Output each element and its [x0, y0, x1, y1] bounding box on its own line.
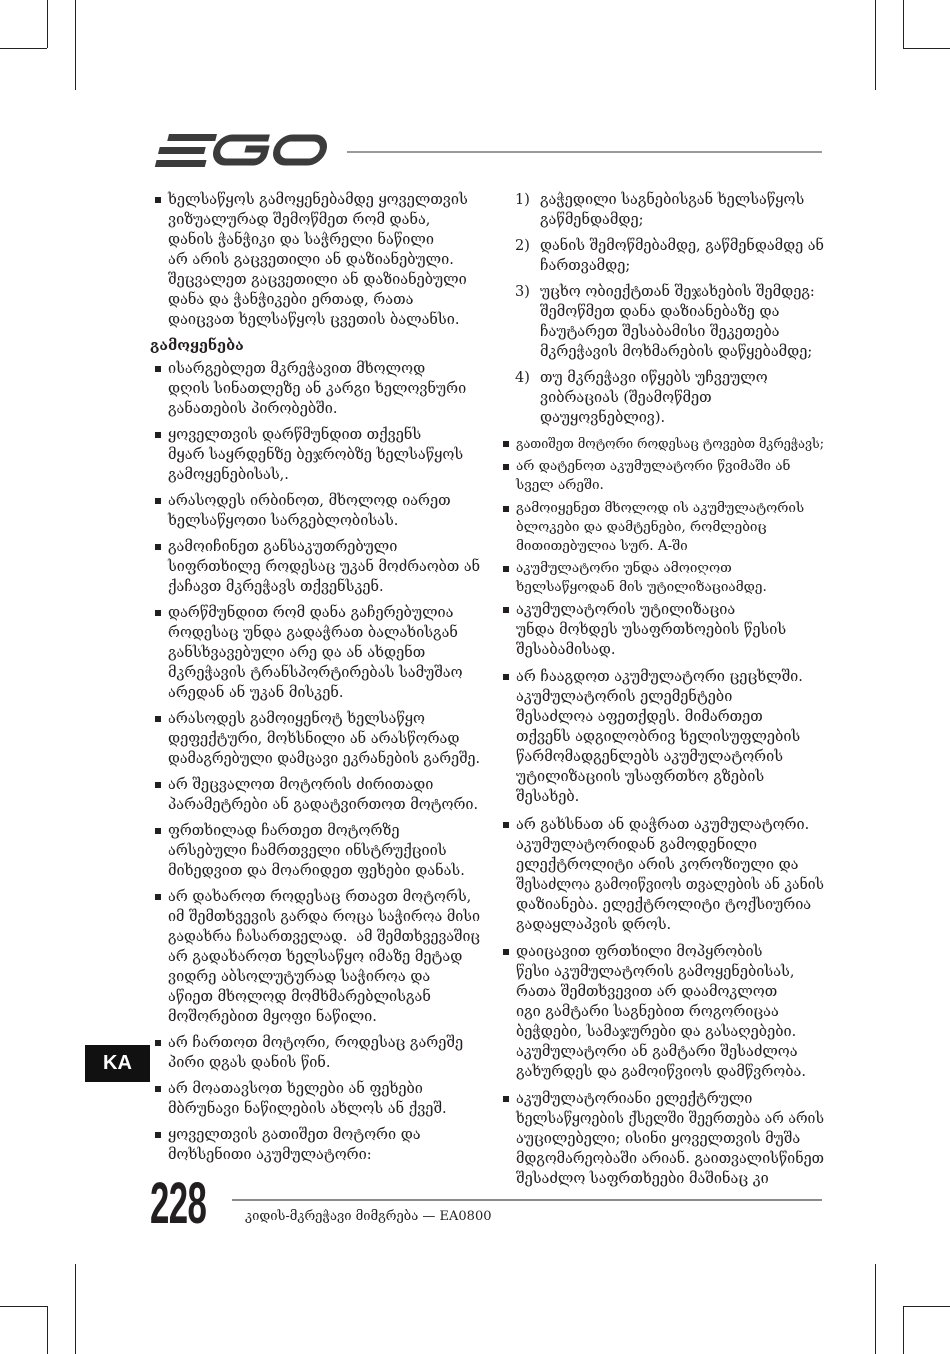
- text-line: ხელსაწყოთი სარგებლობისას.: [168, 513, 399, 529]
- text-line: გამოყენებისას,.: [168, 467, 289, 483]
- text-line: ყოველთვის დარწმუნდით თქვენს: [168, 427, 422, 443]
- text-line: მითითებულია სურ. A-ში: [516, 538, 688, 554]
- item-text: [540, 190, 824, 230]
- text-line: უტილიზაციის უსაფრთხო გზების: [516, 769, 765, 785]
- bullet-item: [500, 434, 824, 454]
- text-line: ხელსაწყოს გამოყენებამდე ყოველთვის: [168, 192, 468, 208]
- text-line: აკუმულატორიდან გამოდენილი: [516, 837, 757, 853]
- text-line: გაწმენდამდე;: [540, 212, 644, 228]
- item-text: [516, 499, 824, 556]
- bullet-item: [150, 1033, 480, 1073]
- text-line: ვიდრე აბსოლუტურად საჭიროა და: [168, 969, 431, 985]
- text-line: ვიბრაციას (შეამოწმეთ: [540, 390, 712, 406]
- text-line: მკრეჭავის ტრანსპორტირებას სამუშაო: [168, 665, 463, 681]
- item-text: [168, 1125, 480, 1165]
- bullet-list: [500, 434, 824, 1189]
- bullet-item: [150, 603, 480, 703]
- bullet-item: [150, 491, 480, 531]
- right-column: [500, 190, 824, 1189]
- text-line: არ ჩართოთ მოტორი, როდესაც გარეშე: [168, 1035, 464, 1051]
- text-line: იმ შემთხვევის გარდა როცა საჭიროა მისი: [168, 909, 480, 925]
- text-line: აწიეთ მხოლოდ მომხმარებლისგან: [168, 989, 431, 1005]
- text-line: დარწმუნდით რომ დანა გაჩერებულია: [168, 605, 454, 621]
- bullet-item: [500, 1089, 824, 1189]
- text-line: გამოიჩინეთ განსაკუთრებული: [168, 539, 398, 555]
- crop-mark: [903, 48, 950, 49]
- bullet-square-icon: [155, 1040, 161, 1046]
- item-text: [168, 359, 480, 419]
- bullet-item: [500, 667, 824, 807]
- bullet-item: [150, 821, 480, 881]
- numbered-list: [500, 190, 824, 428]
- text-line: უნდა მოხდეს უსაფრთხოების წესის: [516, 622, 787, 638]
- bullet-item: [500, 457, 824, 495]
- bullet-item: [150, 359, 480, 419]
- bullet-square-icon: [503, 506, 509, 512]
- logo-o-shape: [274, 138, 326, 162]
- text-line: თქვენს ადგილობრივ ხელისუფლების: [516, 729, 801, 745]
- text-line: ფრთხილად ჩართეთ მოტორზე: [168, 823, 400, 839]
- text-line: განსხვავებული არე და ან ახდენთ: [168, 645, 426, 661]
- item-text: [168, 887, 480, 1027]
- text-line: არასოდეს ირბინოთ, მხოლოდ იარეთ: [168, 493, 451, 509]
- footer-title: კიდის-მკრეჭავი მიმგრება — EA0800: [245, 1209, 492, 1224]
- bullet-list: [150, 359, 480, 1165]
- bullet-item: [150, 887, 480, 1027]
- item-number: 2): [515, 238, 530, 254]
- ego-logo: [148, 130, 334, 174]
- bullet-square-icon: [155, 498, 161, 504]
- text-line: არ ჩააგდოთ აკუმულატორი ცეცხლში.: [516, 669, 803, 685]
- bullet-square-icon: [155, 716, 161, 722]
- item-text: [540, 368, 824, 428]
- bullet-square-icon: [503, 822, 509, 828]
- text-line: ელექტროლიტი არის კოროზიული და: [516, 857, 799, 873]
- crop-mark: [875, 0, 876, 90]
- item-text: [168, 190, 480, 330]
- numbered-item: [500, 236, 824, 276]
- bullet-square-icon: [155, 432, 161, 438]
- text-line: შემოწმეთ დანა დაზიანებაზე და: [540, 304, 780, 320]
- text-line: აკუმულატორი უნდა ამოიღოთ: [516, 560, 732, 576]
- text-line: არასოდეს გამოიყენოტ ხელსაწყო: [168, 711, 425, 727]
- bullet-item: [500, 942, 824, 1082]
- item-number: 3): [515, 284, 530, 300]
- bullet-square-icon: [155, 1132, 161, 1138]
- logo-g-shape: [214, 138, 269, 162]
- bullet-square-icon: [155, 894, 161, 900]
- bullet-square-icon: [503, 441, 509, 447]
- text-line: ვიზუალურად შემოწმეთ რომ დანა,: [168, 212, 431, 228]
- text-line: დაიცვათ ხელსაწყოს ცვეთის ბალანსი.: [168, 312, 460, 328]
- item-text: [168, 603, 480, 703]
- bullet-item: [500, 559, 824, 597]
- bullet-square-icon: [503, 674, 509, 680]
- text-line: არსებული ჩამრთველი ინსტრუქციის: [168, 843, 447, 859]
- text-line: გათიშეთ მოტორი როდესაც ტოვებთ მკრეჭავს;: [516, 436, 825, 452]
- text-line: გამოიყენეთ მხოლოდ ის აკუმულატორის: [516, 500, 805, 516]
- text-line: დღის სინათლეზე ან კარგი ხელოვნური: [168, 381, 467, 397]
- text-line: მკრეჭავის მოხმარების დაწყებამდე;: [540, 344, 813, 360]
- item-text: [516, 600, 824, 660]
- numbered-item: [500, 368, 824, 428]
- item-text: [168, 425, 480, 485]
- text-line: ხელსაწყოების ქსელში შეერთება არ არის: [516, 1111, 824, 1127]
- text-line: წარმომადგენლებს აკუმულატორის: [516, 749, 784, 765]
- text-line: მოხსენითი აკუმულატორი:: [168, 1147, 372, 1163]
- bullet-list: [150, 190, 480, 330]
- text-line: დანის შემოწმებამდე, გაწმენდამდე ან: [540, 238, 824, 254]
- text-line: არ დატენოთ აკუმულატორი წვიმაში ან: [516, 458, 791, 474]
- text-line: არ მოათავსოთ ხელები ან ფეხები: [168, 1081, 423, 1097]
- text-line: გახურდეს და გამოიწვიოს დამწვრობა.: [516, 1064, 807, 1080]
- logo-e-bar: [167, 134, 217, 141]
- text-line: როდესაც უნდა გადაჭრათ ბალახისგან: [168, 625, 458, 641]
- text-line: დანა და ჭანჭიკები ერთად, რათა: [168, 292, 414, 308]
- bullet-square-icon: [155, 828, 161, 834]
- text-line: ბლოკები და დამტენები, რომლებიც: [516, 519, 767, 535]
- bullet-item: [150, 1125, 480, 1165]
- text-line: მდგომარეობაში არიან. გაითვალისწინეთ: [516, 1151, 825, 1167]
- language-tab: KA: [85, 1045, 150, 1082]
- text-line: არ არის გაცვეთილი ან დაზიანებული.: [168, 252, 454, 268]
- item-number: 4): [515, 370, 530, 386]
- text-line: აუცილებელი; ისინი ყოველთვის მუშა: [516, 1131, 801, 1147]
- crop-mark: [875, 1264, 876, 1354]
- item-text: [516, 434, 824, 454]
- item-text: [168, 709, 480, 769]
- item-text: [516, 1089, 824, 1189]
- item-text: [516, 667, 824, 807]
- text-line: აკუმულატორიანი ელექტრული: [516, 1091, 753, 1107]
- bullet-square-icon: [503, 949, 509, 955]
- text-line: შესაძლოა აფეთქდეს. მიმართეთ: [516, 709, 763, 725]
- item-text: [516, 942, 824, 1082]
- crop-mark: [75, 1264, 76, 1354]
- bullet-square-icon: [503, 1096, 509, 1102]
- bullet-item: [150, 1079, 480, 1119]
- bullet-square-icon: [155, 610, 161, 616]
- item-text: [168, 821, 480, 881]
- text-line: ჩაუტარეთ შესაბამისი შეკეთება: [540, 324, 780, 340]
- logo-e-bar: [155, 160, 207, 167]
- item-text: [168, 1079, 480, 1119]
- crop-mark: [0, 48, 47, 49]
- text-line: პარამეტრები ან გადატვირთოთ მოტორი.: [168, 797, 479, 813]
- text-line: არ გადახაროთ ხელსაწყო იმაზე მეტად: [168, 949, 463, 965]
- bullet-square-icon: [155, 197, 161, 203]
- bullet-square-icon: [503, 464, 509, 470]
- text-line: ჩართვამდე;: [540, 258, 631, 274]
- crop-mark: [0, 1306, 47, 1307]
- crop-mark: [75, 0, 76, 90]
- bullet-item: [150, 190, 480, 330]
- text-line: შესაძლოა გამოიწვიოს თვალების ან კანის: [516, 877, 824, 893]
- text-line: დაიცავით ფრთხილი მოპყრობის: [516, 944, 763, 960]
- text-line: შესახებ.: [516, 789, 580, 805]
- text-line: ყოველთვის გათიშეთ მოტორი და: [168, 1127, 421, 1143]
- numbered-item: [500, 190, 824, 230]
- text-line: შესაბამისად.: [516, 642, 616, 658]
- bullet-item: [500, 815, 824, 935]
- bullet-item: [150, 709, 480, 769]
- text-line: გაჭედილი საგნებისგან ხელსაწყოს: [540, 192, 805, 208]
- item-text: [168, 775, 480, 815]
- bullet-item: [500, 600, 824, 660]
- bullet-square-icon: [155, 1086, 161, 1092]
- text-line: მიხედვით და მოარიდეთ ფეხები დანას.: [168, 863, 465, 879]
- text-line: ხელსაწყოდან მის უტილიზაციამდე.: [516, 579, 767, 595]
- item-text: [516, 457, 824, 495]
- text-line: აკუმულატორის ელემენტები: [516, 689, 733, 705]
- text-line: დაზიანება. ელექტროლიტი ტოქსიურია: [516, 897, 812, 913]
- bullet-item: [150, 775, 480, 815]
- text-line: დაუყოვნებლივ).: [540, 410, 666, 426]
- text-line: არედან ან უკან მისკენ.: [168, 685, 344, 701]
- text-line: აკუმულატორის უტილიზაცია: [516, 602, 736, 618]
- text-line: შეცვალეთ გაცვეთილი ან დაზიანებული: [168, 272, 467, 288]
- text-line: მოშორებით მყოფი ნაწილი.: [168, 1009, 377, 1025]
- text-line: არ გახსნათ ან დაჭრათ აკუმულატორი.: [516, 817, 810, 833]
- item-text: [516, 559, 824, 597]
- left-column: [150, 190, 480, 1165]
- crop-mark: [903, 1306, 904, 1354]
- bullet-square-icon: [155, 366, 161, 372]
- numbered-item: [500, 282, 824, 362]
- text-line: მბრუნავი ნაწილების ახლოს ან ქვეშ.: [168, 1101, 447, 1117]
- text-line: დეფექტური, მოხსნილი ან არასწორად: [168, 731, 460, 747]
- item-text: [168, 1033, 480, 1073]
- item-text: [540, 236, 824, 276]
- text-line: არ დახაროთ როდესაც რთავთ მოტორს,: [168, 889, 472, 905]
- text-line: უცხო ობიექტთან შეჯახების შემდეგ:: [540, 284, 815, 300]
- text-line: თუ მკრეჭავი იწყებს უჩვეულო: [540, 370, 768, 386]
- text-line: განათების პირობებში.: [168, 401, 338, 417]
- text-line: წესი აკუმულატორის გამოყენებისას,: [516, 964, 795, 980]
- bullet-square-icon: [155, 782, 161, 788]
- crop-mark: [903, 1306, 950, 1307]
- item-number: 1): [515, 192, 530, 208]
- logo-e-bar: [158, 147, 206, 154]
- text-line: მყარ საყრდენზე ბეჯრობზე ხელსაწყოს: [168, 447, 464, 463]
- item-text: [516, 815, 824, 935]
- crop-mark: [47, 0, 48, 48]
- text-line: არ შეცვალოთ მოტორის ძირითადი: [168, 777, 434, 793]
- text-line: სველ არეში.: [516, 477, 604, 493]
- header-rule: [347, 151, 822, 153]
- bullet-square-icon: [155, 544, 161, 550]
- footer-rule: [232, 1199, 822, 1201]
- text-line: დამაგრებული დამცავი ეკრანების გარეშე.: [168, 751, 481, 767]
- bullet-square-icon: [503, 607, 509, 613]
- text-line: ისარგებლეთ მკრეჭავით მხოლოდ: [168, 361, 426, 377]
- text-line: გადაყლაპვის დროს.: [516, 917, 672, 933]
- item-text: [540, 282, 824, 362]
- page-number: 228: [150, 1171, 207, 1236]
- bullet-item: [150, 425, 480, 485]
- text-line: ბეჭდები, სამაჯურები და გასაღებები.: [516, 1024, 797, 1040]
- item-text: [168, 537, 480, 597]
- section-heading: გამოყენება: [150, 337, 244, 354]
- text-line: სიფრთხილე როდესაც უკან მოძრაობთ ან: [168, 559, 481, 575]
- text-line: პირი დგას დანის წინ.: [168, 1055, 331, 1071]
- item-text: [168, 491, 480, 531]
- text-line: ქაჩავთ მკრეჭავს თქვენსკენ.: [168, 579, 384, 595]
- text-line: გადახრა ჩასართველად. ამ შემთხვევაშიც: [168, 929, 481, 945]
- crop-mark: [47, 1306, 48, 1354]
- text-line: აკუმულატორი ან გამტარი შესაძლოა: [516, 1044, 798, 1060]
- bullet-item: [150, 537, 480, 597]
- crop-mark: [903, 0, 904, 48]
- text-line: რათა შემთხვევით არ დაამოკლოთ: [516, 984, 778, 1000]
- bullet-item: [500, 499, 824, 556]
- text-line: შესაძლო საფრთხეები მაშინაც კი: [516, 1171, 769, 1187]
- bullet-square-icon: [503, 566, 509, 572]
- text-line: დანის ჭანჭიკი და საჭრელი ნაწილი: [168, 232, 434, 248]
- text-line: იგი გამტარი საგნებით როგორიცაა: [516, 1004, 779, 1020]
